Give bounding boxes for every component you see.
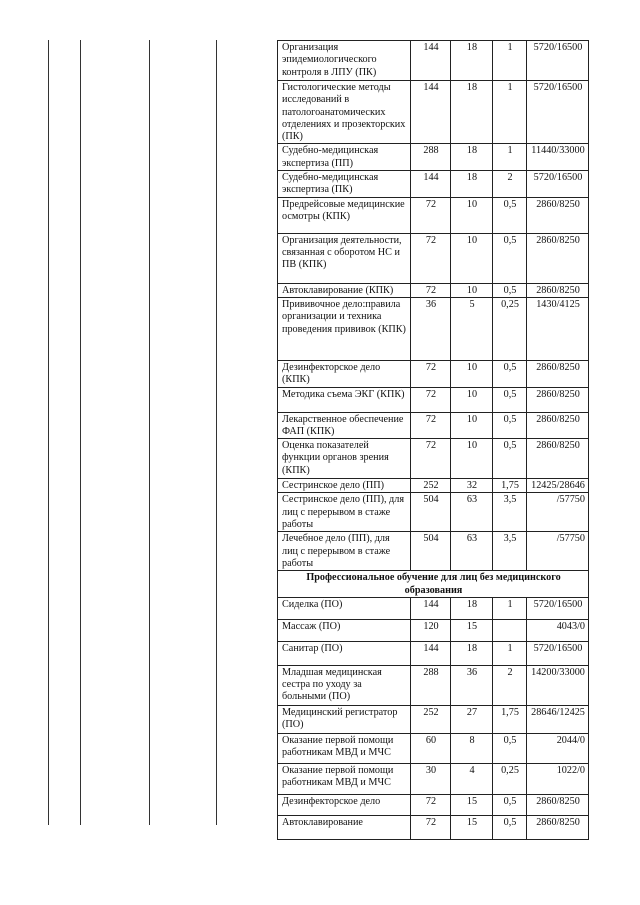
table-row [278,665,589,705]
course-hours: 30 [411,763,451,794]
course-name: Массаж (ПО) [278,619,411,641]
table-row [278,794,589,815]
left-column-border [80,40,81,825]
course-name: Лечебное дело (ПП), для лиц с перерывом в стаже работы [278,532,411,571]
course-months: 0,5 [493,360,527,387]
course-days: 15 [451,619,493,641]
table-row [278,171,589,198]
course-months: 1 [493,41,527,81]
course-months: 0,5 [493,283,527,297]
course-name: Оказание первой помощи работникам МВД и МЧС [278,763,411,794]
course-days: 63 [451,532,493,571]
course-hours: 120 [411,619,451,641]
course-hours: 72 [411,412,451,439]
course-price: 2860/8250 [527,387,589,412]
course-hours: 60 [411,733,451,763]
table-row [278,619,589,641]
course-price: 11440/33000 [527,144,589,171]
table-row [278,81,589,144]
course-months: 0,5 [493,412,527,439]
course-hours: 144 [411,41,451,81]
course-months: 0,25 [493,763,527,794]
course-name: Оценка показателей функции органов зрения (КПК) [278,439,411,479]
table-row [278,233,589,283]
course-name: Судебно-медицинская экспертиза (ПК) [278,171,411,198]
course-hours: 288 [411,144,451,171]
course-hours: 144 [411,81,451,144]
course-days: 5 [451,297,493,360]
left-column-border [48,40,49,825]
course-hours: 252 [411,705,451,733]
course-days: 8 [451,733,493,763]
course-hours: 72 [411,387,451,412]
course-hours: 144 [411,641,451,665]
course-name: Организация деятельности, связанная с оборотом НС и ПВ (КПК) [278,233,411,283]
course-price: 14200/33000 [527,665,589,705]
course-hours: 72 [411,794,451,815]
course-days: 27 [451,705,493,733]
table-row [278,597,589,619]
course-months: 0,5 [493,387,527,412]
table-row [278,387,589,412]
table-row [278,197,589,233]
course-months [493,619,527,641]
course-price: 2860/8250 [527,233,589,283]
course-days: 18 [451,41,493,81]
table-row [278,493,589,532]
course-price: 1430/4125 [527,297,589,360]
course-price: 5720/16500 [527,171,589,198]
course-hours: 72 [411,360,451,387]
course-name: Санитар (ПО) [278,641,411,665]
course-price: 2860/8250 [527,815,589,839]
course-price: 12425/28646 [527,479,589,493]
left-column-border [216,40,217,825]
course-days: 10 [451,387,493,412]
table-row [278,283,589,297]
course-days: 18 [451,81,493,144]
course-days: 10 [451,283,493,297]
table-row [278,439,589,479]
course-price: 5720/16500 [527,81,589,144]
course-months: 0,5 [493,197,527,233]
course-days: 18 [451,171,493,198]
table-row [278,705,589,733]
course-price: 2860/8250 [527,412,589,439]
course-days: 36 [451,665,493,705]
course-name: Прививочное дело:правила организации и техника проведения прививок (КПК) [278,297,411,360]
course-months: 1 [493,597,527,619]
course-name: Оказание первой помощи работникам МВД и МЧС [278,733,411,763]
course-days: 10 [451,233,493,283]
course-days: 32 [451,479,493,493]
course-days: 10 [451,412,493,439]
course-name: Дезинфекторское дело [278,794,411,815]
course-price: 1022/0 [527,763,589,794]
table-row [278,297,589,360]
course-price: /57750 [527,532,589,571]
table-row [278,763,589,794]
course-months: 1,75 [493,705,527,733]
course-name: Предрейсовые медицинские осмотры (КПК) [278,197,411,233]
course-name: Методика съема ЭКГ (КПК) [278,387,411,412]
course-days: 10 [451,439,493,479]
course-days: 15 [451,815,493,839]
course-days: 10 [451,197,493,233]
table-row [278,144,589,171]
course-hours: 36 [411,297,451,360]
course-name: Сестринское дело (ПП), для лиц с перерывом в стаже работы [278,493,411,532]
course-hours: 72 [411,233,451,283]
course-hours: 288 [411,665,451,705]
course-price: 2860/8250 [527,360,589,387]
course-months: 2 [493,665,527,705]
table-row [278,479,589,493]
course-name: Медицинский регистратор (ПО) [278,705,411,733]
left-column-border [149,40,150,825]
course-hours: 72 [411,283,451,297]
course-name: Автоклавирование [278,815,411,839]
course-days: 15 [451,794,493,815]
course-hours: 504 [411,532,451,571]
course-days: 18 [451,597,493,619]
table-row [278,815,589,839]
course-months: 1 [493,144,527,171]
course-price: 2044/0 [527,733,589,763]
course-months: 0,5 [493,233,527,283]
table-row [278,733,589,763]
course-price: /57750 [527,493,589,532]
table-row [278,641,589,665]
course-table [277,40,589,840]
course-months: 2 [493,171,527,198]
course-name: Судебно-медицинская экспертиза (ПП) [278,144,411,171]
course-price: 5720/16500 [527,597,589,619]
course-price: 2860/8250 [527,439,589,479]
table-row [278,41,589,81]
course-name: Сестринское дело (ПП) [278,479,411,493]
course-name: Сиделка (ПО) [278,597,411,619]
course-hours: 72 [411,439,451,479]
course-months: 0,5 [493,733,527,763]
course-months: 0,5 [493,439,527,479]
course-days: 4 [451,763,493,794]
course-hours: 144 [411,171,451,198]
course-months: 0,5 [493,815,527,839]
course-days: 10 [451,360,493,387]
section-title: Профессиональное обучение для лиц без медицинского образования [278,571,589,598]
course-name: Дезинфекторское дело (КПК) [278,360,411,387]
course-name: Организация эпидемиологического контроля в ЛПУ (ПК) [278,41,411,81]
course-hours: 144 [411,597,451,619]
course-months: 3,5 [493,532,527,571]
course-name: Гистологические методы исследований в патологоанатомических отделениях и прозекторских (ПК) [278,81,411,144]
course-days: 18 [451,144,493,171]
course-months: 1,75 [493,479,527,493]
course-name: Младшая медицинская сестра по уходу за больными (ПО) [278,665,411,705]
course-price: 2860/8250 [527,794,589,815]
course-hours: 252 [411,479,451,493]
course-months: 0,5 [493,794,527,815]
course-months: 1 [493,641,527,665]
table-row [278,360,589,387]
course-days: 18 [451,641,493,665]
course-price: 5720/16500 [527,641,589,665]
course-price: 5720/16500 [527,41,589,81]
course-days: 63 [451,493,493,532]
course-hours: 72 [411,815,451,839]
course-months: 0,25 [493,297,527,360]
course-hours: 72 [411,197,451,233]
course-price: 2860/8250 [527,283,589,297]
course-name: Лекарственное обеспечение ФАП (КПК) [278,412,411,439]
course-price: 2860/8250 [527,197,589,233]
course-months: 1 [493,81,527,144]
section-header-row [278,571,589,598]
course-name: Автоклавирование (КПК) [278,283,411,297]
course-price: 28646/12425 [527,705,589,733]
course-price: 4043/0 [527,619,589,641]
table-row [278,532,589,571]
table-row [278,412,589,439]
course-months: 3,5 [493,493,527,532]
course-hours: 504 [411,493,451,532]
